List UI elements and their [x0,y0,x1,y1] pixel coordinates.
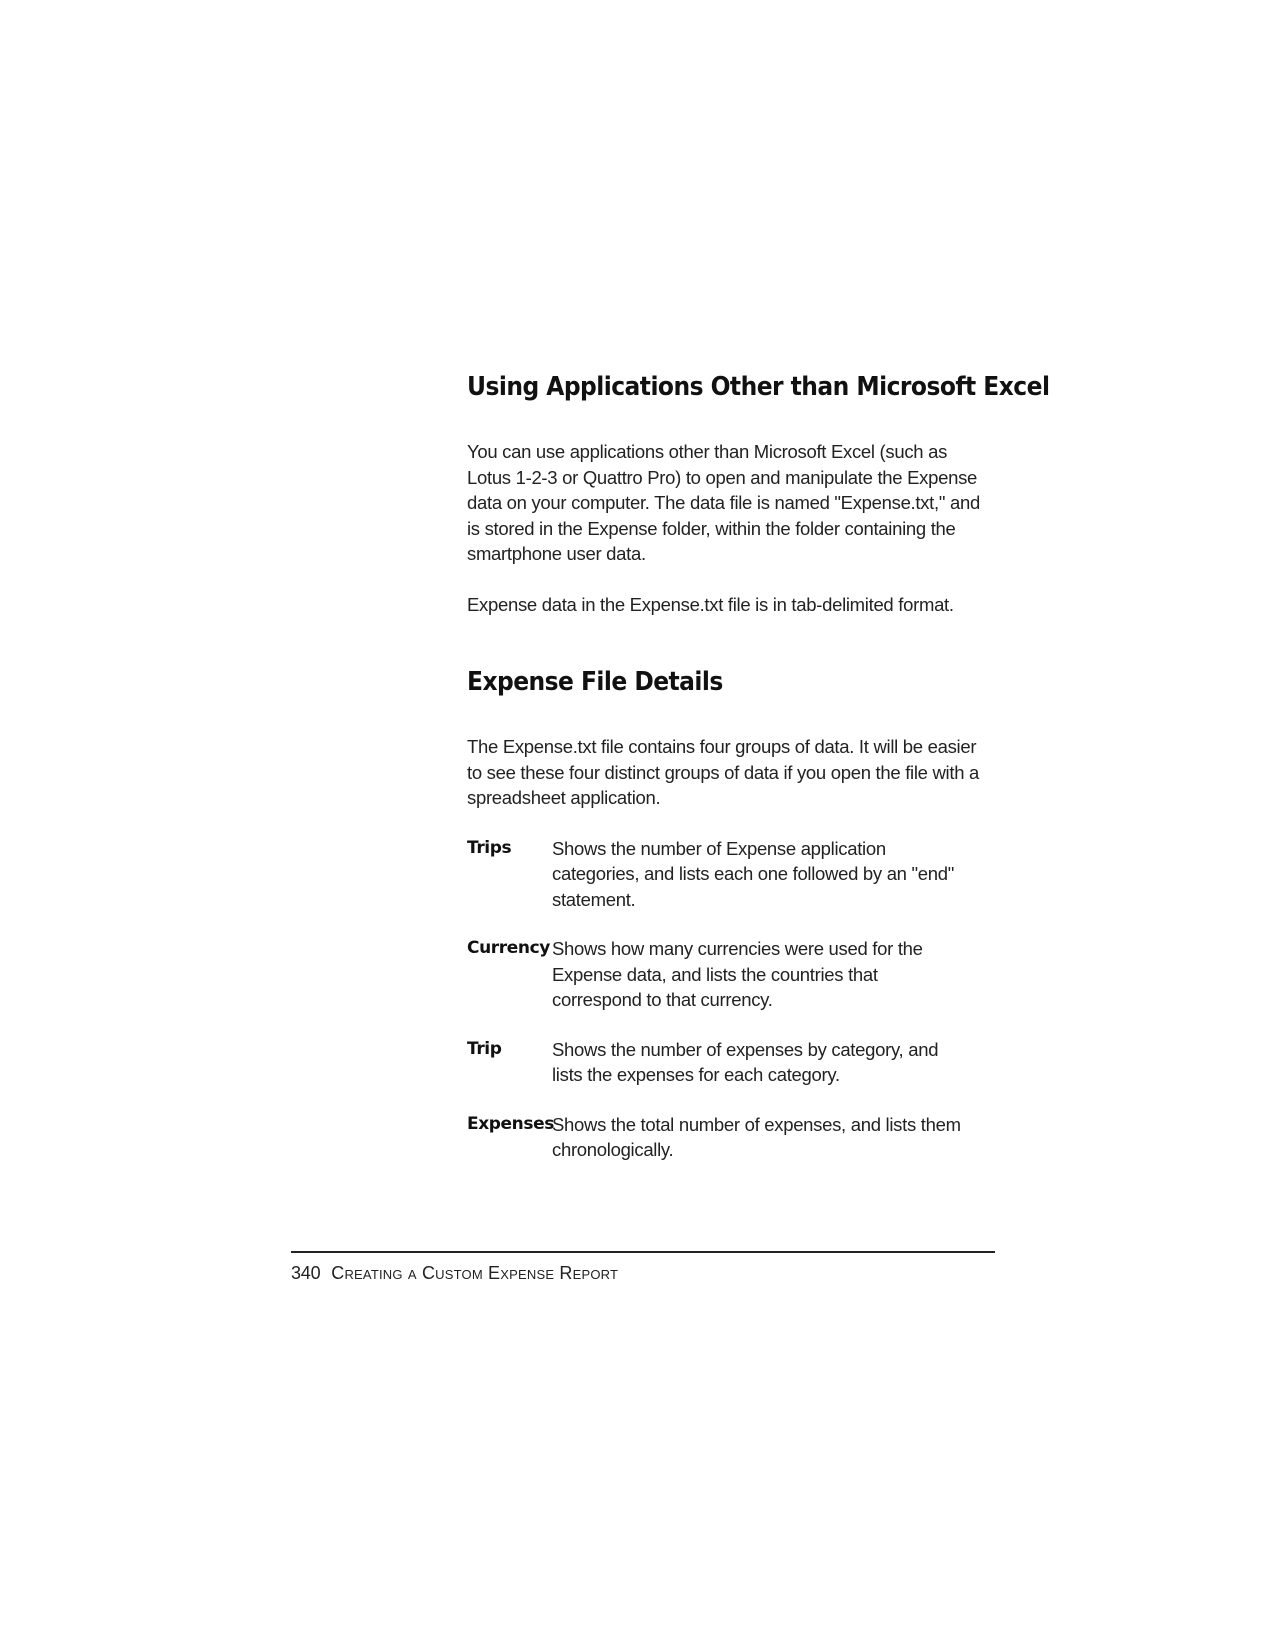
definition-item-trips [467,836,987,913]
body-paragraph: Expense data in the Expense.txt file is in tab-delimited format. [467,593,954,615]
definition-description: Shows the total number of expenses, and lists them chronologically. [552,1113,961,1160]
definition-description: Shows the number of Expense application categories, and lists each one followed by an "end" statement. [552,837,955,910]
body-paragraph: You can use applications other than Microsoft Excel (such as Lotus 1-2-3 or Quattro Pro) to open and manipulate the Expense data on your computer. The data file is named "Expense.txt," and is stored in the Expense folder, within the folder containing the smartphone user data. [467,441,980,564]
definition-term: Trip [467,1038,502,1059]
definition-list [467,836,987,1163]
definition-item-expenses [467,1112,987,1163]
page-number: 340 [291,1263,321,1283]
page-footer [291,1263,618,1284]
definition-item-trip [467,1037,987,1088]
section-heading-expense-file-details: Expense File Details [467,667,723,697]
page-content [467,372,1050,1187]
running-title: Creating a Custom Expense Report [331,1263,619,1283]
footer-divider [291,1251,995,1253]
definition-description: Shows how many currencies were used for the Expense data, and lists the countries that correspond to that currency. [552,938,923,1010]
definition-item-currency [467,936,987,1013]
body-paragraph: The Expense.txt file contains four groups of data. It will be easier to see these four distinct groups of data if you open the file with a spreadsheet application. [467,736,980,808]
section-heading-other-applications: Using Applications Other than Microsoft Excel [467,372,1050,402]
definition-term: Expenses [467,1113,554,1134]
definition-description: Shows the number of expenses by category, and lists the expenses for each category. [552,1038,939,1085]
definition-term: Currency [467,938,550,958]
definition-term: Trips [467,837,512,858]
